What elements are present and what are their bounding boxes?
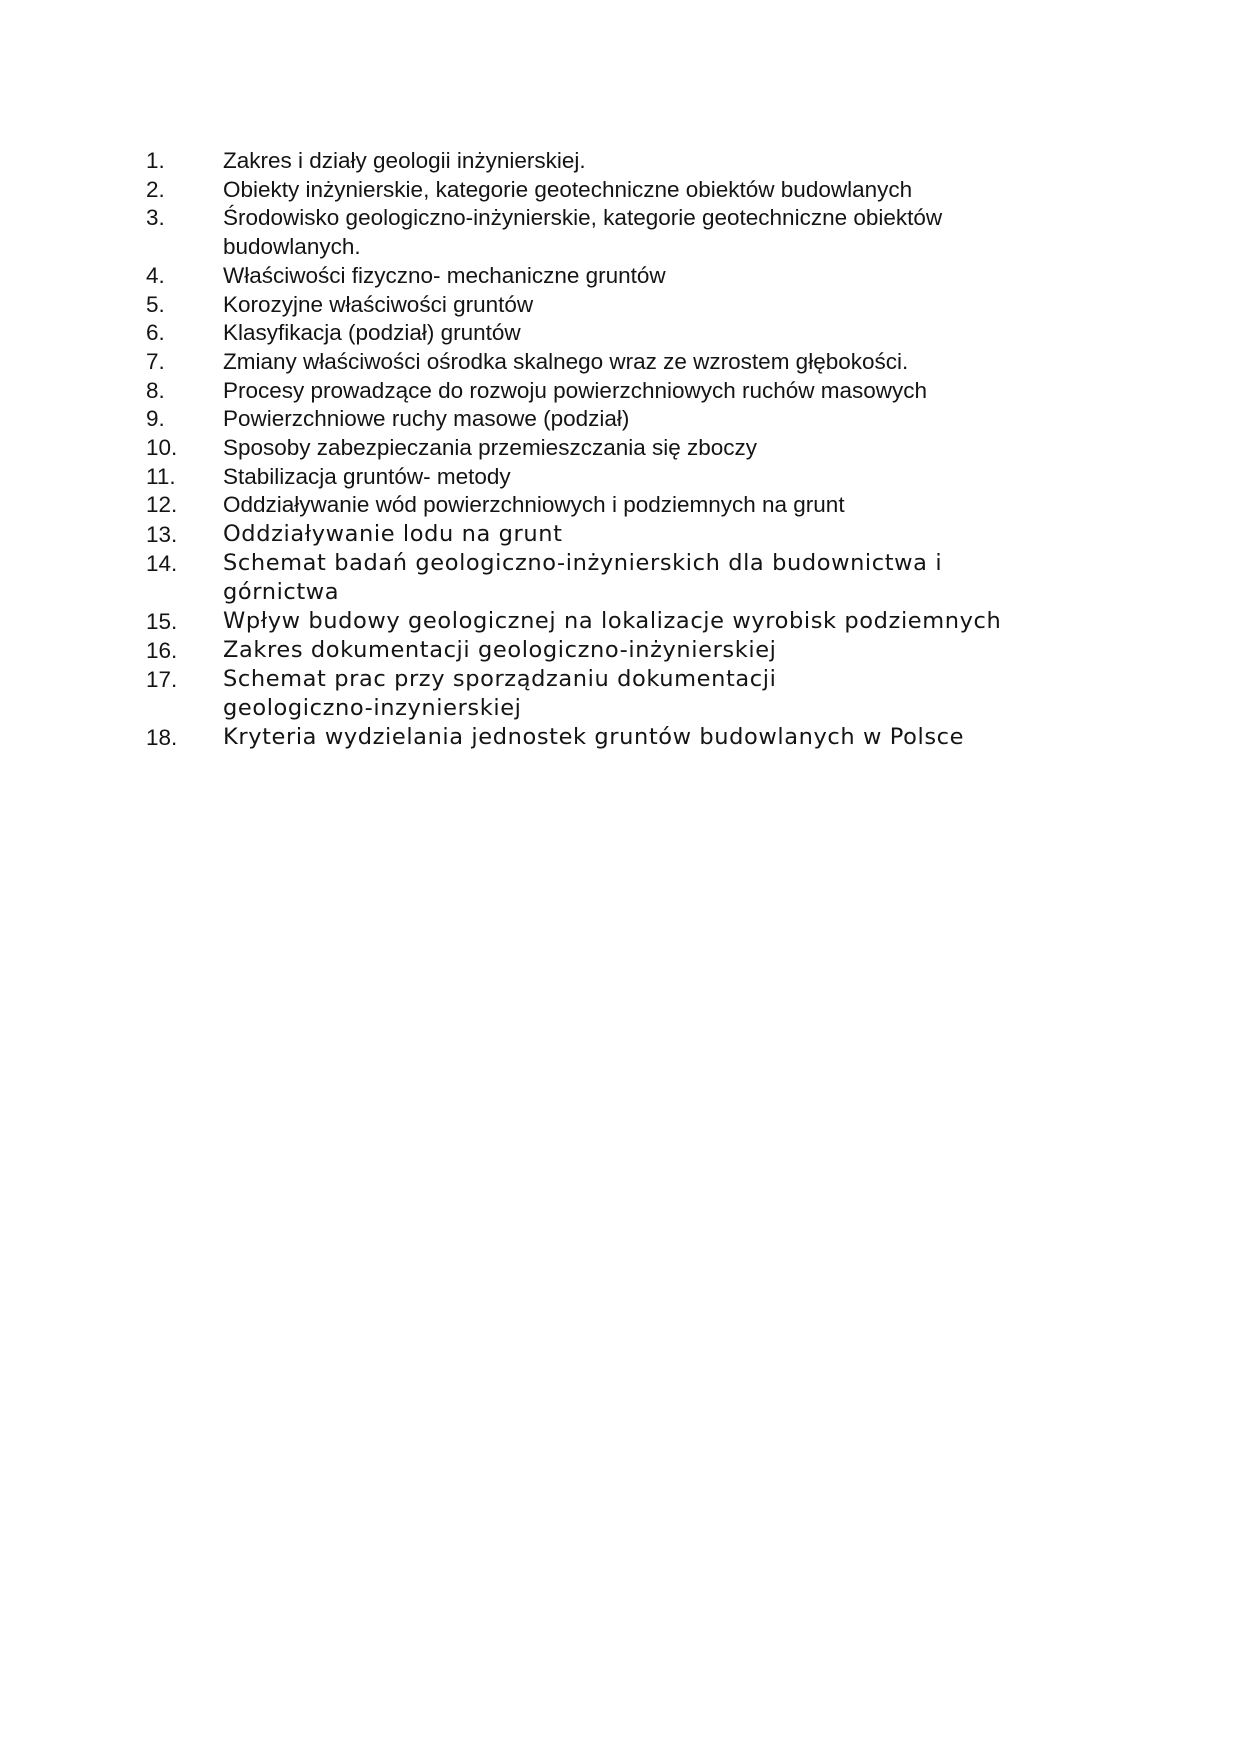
item-number: 11. — [146, 463, 176, 489]
item-text: Sposoby zabezpieczania przemieszczania się zboczy — [223, 435, 758, 461]
list-item — [146, 204, 1106, 261]
item-text: Procesy prowadzące do rozwoju powierzchniowych ruchów masowych — [223, 377, 928, 403]
list-item — [146, 176, 1106, 205]
list-item — [146, 291, 1106, 320]
item-number: 6. — [146, 320, 165, 346]
item-number: 10. — [146, 435, 178, 461]
list-item — [146, 636, 1106, 665]
list-item — [146, 723, 1106, 752]
item-number: 2. — [146, 176, 165, 202]
item-number: 14. — [146, 551, 178, 577]
list-item — [146, 377, 1106, 406]
list-item — [146, 434, 1106, 463]
item-text: Zakres i działy geologii inżynierskiej. — [223, 148, 586, 173]
item-text: Oddziaływanie lodu na grunt — [223, 521, 563, 548]
item-number: 5. — [146, 291, 165, 317]
list-item — [146, 665, 1106, 723]
item-number: 17. — [146, 667, 178, 693]
item-text: Schemat badań geologiczno-inżynierskich dla budownictwa i górnictwa — [223, 550, 943, 606]
item-text: Klasyfikacja (podział) gruntów — [223, 320, 521, 346]
item-text: Korozyjne właściwości gruntów — [223, 291, 534, 317]
item-text: Zmiany właściwości ośrodka skalnego wraz ze wzrostem głębokości. — [223, 348, 909, 374]
item-text: Powierzchniowe ruchy masowe (podział) — [223, 406, 630, 432]
list-item — [146, 405, 1106, 434]
item-text: Oddziaływanie wód powierzchniowych i podziemnych na grunt — [223, 492, 845, 518]
item-text: Stabilizacja gruntów- metody — [223, 463, 511, 489]
list-item — [146, 549, 1106, 607]
list-item — [146, 319, 1106, 348]
item-text: Wpływ budowy geologicznej na lokalizacje wyrobisk podziemnych — [223, 608, 1002, 635]
topic-list — [146, 147, 1106, 752]
item-text: Zakres dokumentacji geologiczno-inżynierskiej — [223, 637, 777, 664]
item-text: Obiekty inżynierskie, kategorie geotechniczne obiektów budowlanych — [223, 176, 913, 202]
list-item — [146, 491, 1106, 520]
item-text: Środowisko geologiczno-inżynierskie, kategorie geotechniczne obiektów budowlanych. — [223, 205, 943, 260]
item-number: 16. — [146, 638, 178, 664]
list-item — [146, 147, 1106, 176]
item-number: 4. — [146, 262, 165, 288]
item-number: 15. — [146, 609, 178, 635]
item-number: 12. — [146, 492, 178, 518]
item-number: 1. — [146, 148, 165, 173]
item-text: Właściwości fizyczno- mechaniczne gruntów — [223, 262, 666, 288]
item-text: Kryteria wydzielania jednostek gruntów budowlanych w Polsce — [223, 724, 965, 751]
item-number: 7. — [146, 348, 165, 374]
item-number: 8. — [146, 377, 165, 403]
item-number: 18. — [146, 725, 178, 751]
item-number: 13. — [146, 522, 178, 548]
list-item — [146, 520, 1106, 549]
list-item — [146, 348, 1106, 377]
item-text: Schemat prac przy sporządzaniu dokumentacji geologiczno-inzynierskiej — [223, 666, 777, 722]
list-item — [146, 463, 1106, 492]
item-number: 3. — [146, 205, 165, 231]
list-item — [146, 262, 1106, 291]
item-number: 9. — [146, 406, 165, 432]
list-item — [146, 607, 1106, 636]
